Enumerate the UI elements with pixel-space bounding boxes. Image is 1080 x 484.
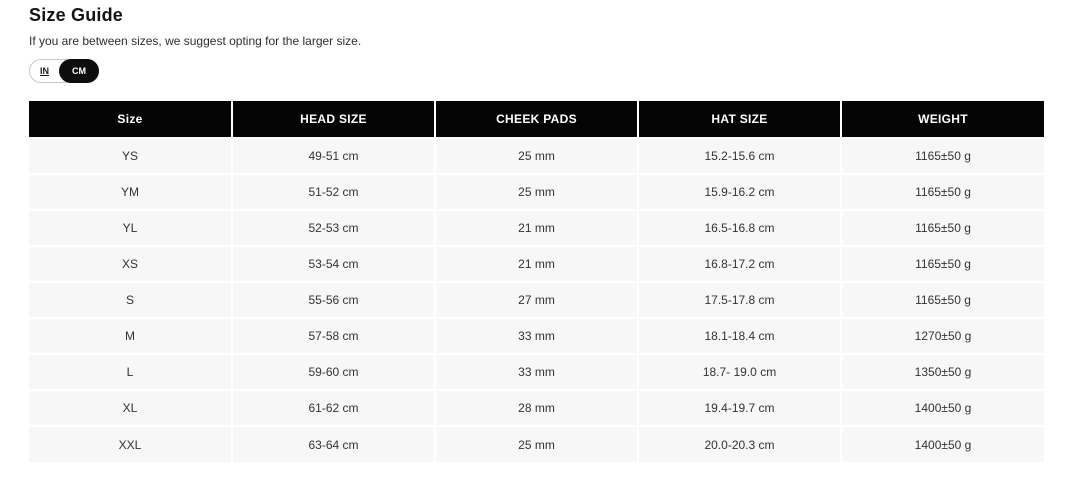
cell-head-size: 63-64 cm [232, 426, 435, 462]
cell-head-size: 52-53 cm [232, 210, 435, 246]
cell-size: M [29, 318, 232, 354]
header-weight: WEIGHT [841, 101, 1044, 138]
cell-weight: 1165±50 g [841, 210, 1044, 246]
cell-weight: 1165±50 g [841, 138, 1044, 174]
cell-head-size: 53-54 cm [232, 246, 435, 282]
cell-size: XL [29, 390, 232, 426]
cell-head-size: 61-62 cm [232, 390, 435, 426]
cell-hat-size: 15.2-15.6 cm [638, 138, 841, 174]
table-row [29, 210, 1044, 246]
header-size: Size [29, 101, 232, 138]
unit-toggle[interactable] [29, 59, 99, 83]
table-row [29, 138, 1044, 174]
cell-size: YL [29, 210, 232, 246]
cell-cheek-pads: 27 mm [435, 282, 638, 318]
cell-head-size: 51-52 cm [232, 174, 435, 210]
cell-weight: 1165±50 g [841, 246, 1044, 282]
page-title: Size Guide [29, 5, 124, 25]
header-cheek-pads: CHEEK PADS [435, 101, 638, 138]
table-row [29, 354, 1044, 390]
cell-head-size: 55-56 cm [232, 282, 435, 318]
cell-hat-size: 16.8-17.2 cm [638, 246, 841, 282]
page-subtitle: If you are between sizes, we suggest opting for the larger size. [29, 34, 362, 48]
table-row [29, 390, 1044, 426]
cell-weight: 1400±50 g [841, 390, 1044, 426]
cell-head-size: 49-51 cm [232, 138, 435, 174]
cell-weight: 1165±50 g [841, 174, 1044, 210]
cell-head-size: 59-60 cm [232, 354, 435, 390]
cell-size: XXL [29, 426, 232, 462]
cell-cheek-pads: 25 mm [435, 174, 638, 210]
header-head-size: HEAD SIZE [232, 101, 435, 138]
cell-weight: 1400±50 g [841, 426, 1044, 462]
cell-hat-size: 16.5-16.8 cm [638, 210, 841, 246]
cell-cheek-pads: 28 mm [435, 390, 638, 426]
cell-weight: 1270±50 g [841, 318, 1044, 354]
table-row [29, 174, 1044, 210]
cell-size: YM [29, 174, 232, 210]
unit-toggle-in-button[interactable]: IN [40, 66, 49, 76]
cell-size: YS [29, 138, 232, 174]
header-hat-size: HAT SIZE [638, 101, 841, 138]
table-row [29, 426, 1044, 462]
cell-hat-size: 18.1-18.4 cm [638, 318, 841, 354]
cell-cheek-pads: 25 mm [435, 426, 638, 462]
cell-hat-size: 15.9-16.2 cm [638, 174, 841, 210]
cell-cheek-pads: 21 mm [435, 246, 638, 282]
unit-toggle-cm-button[interactable]: CM [59, 59, 99, 83]
size-guide-table-header [29, 101, 1044, 138]
table-row [29, 282, 1044, 318]
cell-hat-size: 20.0-20.3 cm [638, 426, 841, 462]
cell-weight: 1350±50 g [841, 354, 1044, 390]
table-row [29, 318, 1044, 354]
cell-head-size: 57-58 cm [232, 318, 435, 354]
cell-cheek-pads: 21 mm [435, 210, 638, 246]
cell-hat-size: 18.7- 19.0 cm [638, 354, 841, 390]
cell-size: L [29, 354, 232, 390]
cell-weight: 1165±50 g [841, 282, 1044, 318]
cell-size: XS [29, 246, 232, 282]
cell-hat-size: 17.5-17.8 cm [638, 282, 841, 318]
table-row [29, 246, 1044, 282]
cell-cheek-pads: 33 mm [435, 318, 638, 354]
header-row [29, 101, 1044, 138]
cell-cheek-pads: 25 mm [435, 138, 638, 174]
cell-cheek-pads: 33 mm [435, 354, 638, 390]
size-guide-table-body [29, 138, 1044, 462]
cell-size: S [29, 282, 232, 318]
cell-hat-size: 19.4-19.7 cm [638, 390, 841, 426]
size-guide-table [29, 101, 1044, 462]
